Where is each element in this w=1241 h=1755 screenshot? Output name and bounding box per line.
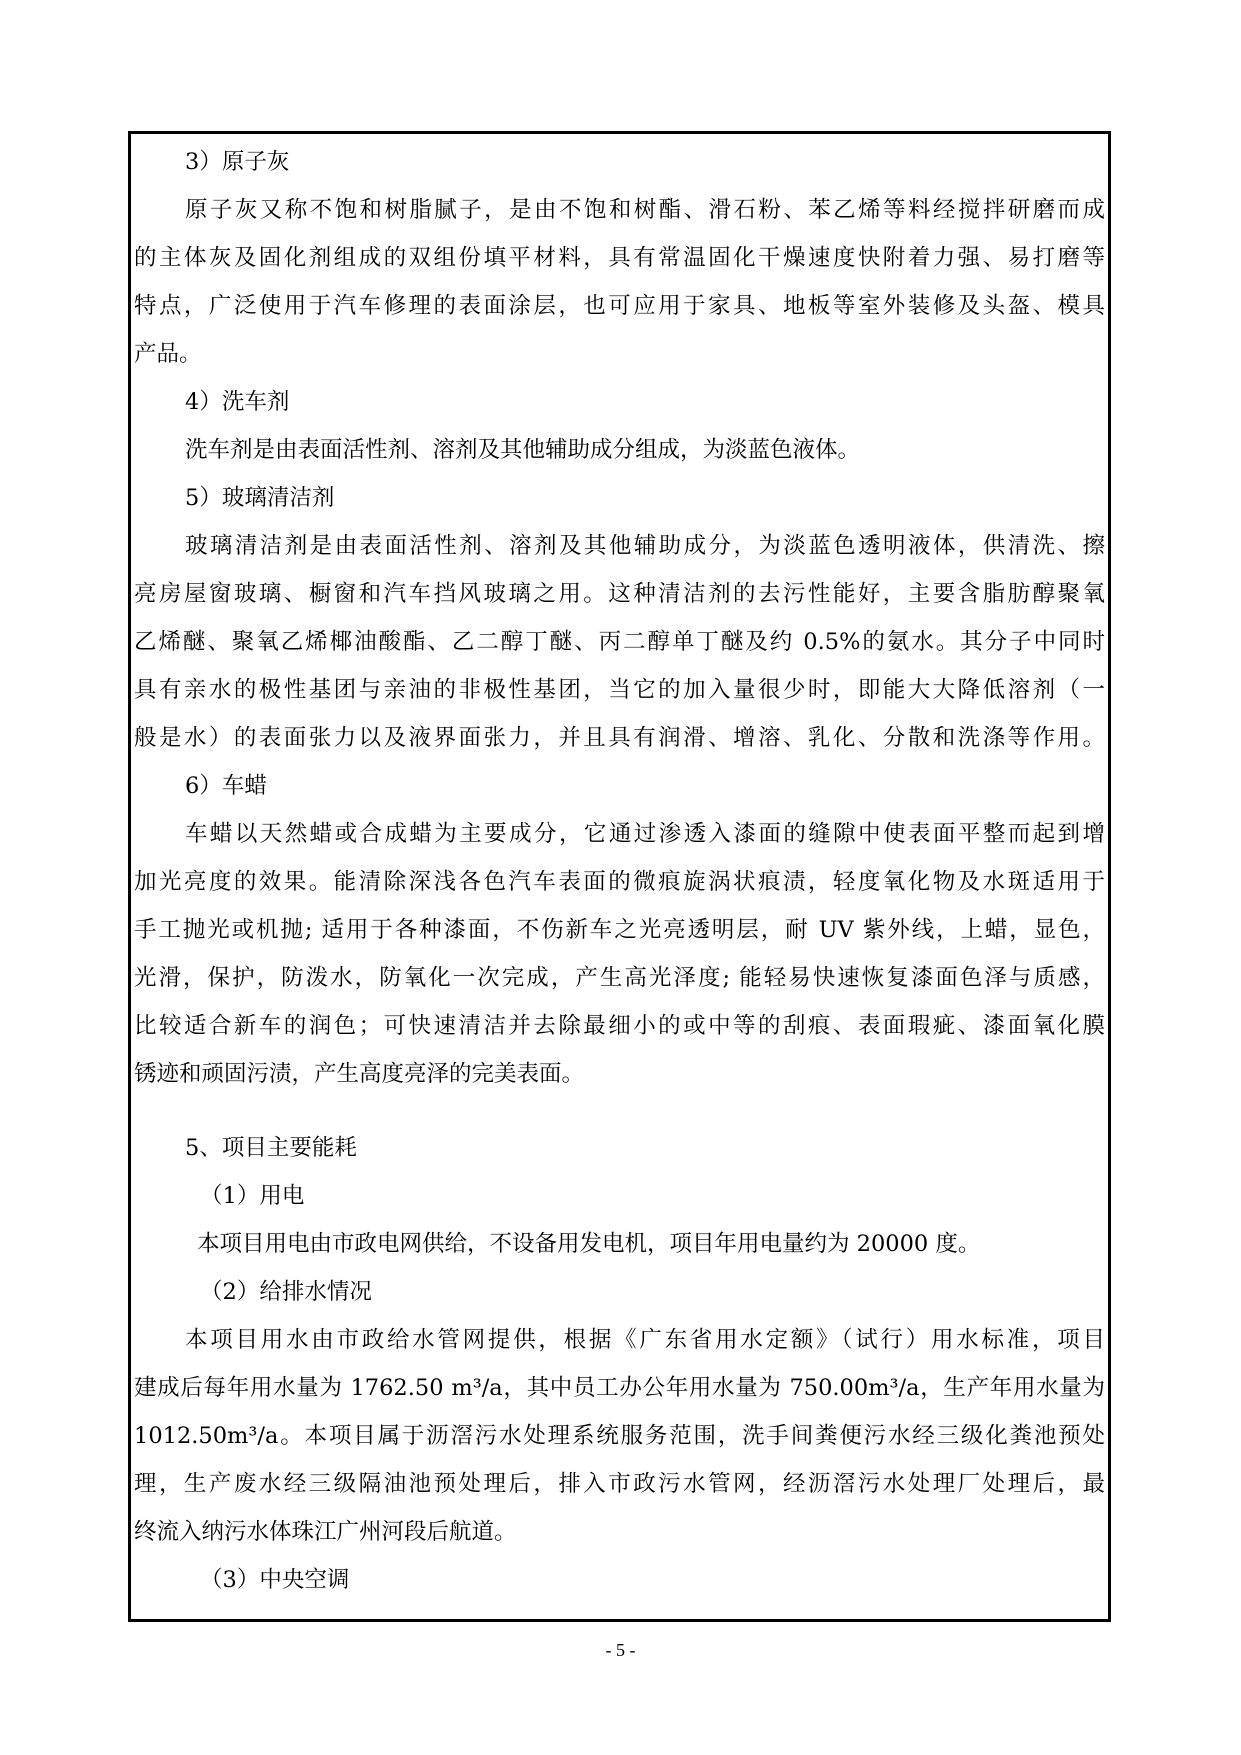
paragraph-line: 原子灰又称不饱和树脂腻子，是由不饱和树酯、滑石粉、苯乙烯等料经搅拌研磨而成 <box>185 197 1105 223</box>
paragraph-line: 1012.50m³/a。本项目属于沥滘污水处理系统服务范围，洗手间粪便污水经三级化粪池预处 <box>134 1423 1105 1449</box>
paragraph-line: 亮房屋窗玻璃、橱窗和汽车挡风玻璃之用。这种清洁剂的去污性能好，主要含脂肪醇聚氧 <box>134 581 1105 607</box>
paragraph-line: 锈迹和顽固污渍，产生高度亮泽的完美表面。 <box>134 1061 585 1087</box>
paragraph-line: 终流入纳污水体珠江广州河段后航道。 <box>134 1519 517 1545</box>
heading-electricity: （1）用电 <box>200 1183 305 1209</box>
paragraph-line: 加光亮度的效果。能清除深浅各色汽车表面的微痕旋涡状痕渍，轻度氧化物及水斑适用于 <box>134 869 1105 895</box>
heading-glass-cleaner: 5）玻璃清洁剂 <box>185 485 335 511</box>
paragraph-line: 洗车剂是由表面活性剂、溶剂及其他辅助成分组成，为淡蓝色液体。 <box>185 437 861 463</box>
paragraph-line: 手工抛光或机抛; 适用于各种漆面，不伤新车之光亮透明层，耐 UV 紫外线，上蜡，显色， <box>134 917 1105 943</box>
heading-putty: 3）原子灰 <box>185 149 290 175</box>
section-heading-energy: 5、项目主要能耗 <box>185 1135 357 1161</box>
paragraph-line: 的主体灰及固化剂组成的双组份填平材料，具有常温固化干燥速度快附着力强、易打磨等 <box>134 245 1105 271</box>
section-gap <box>134 1098 1105 1124</box>
heading-car-wax: 6）车蜡 <box>185 773 267 799</box>
paragraph-line: 产品。 <box>134 341 202 367</box>
heading-car-wash: 4）洗车剂 <box>185 389 290 415</box>
heading-water: （2）给排水情况 <box>200 1279 372 1305</box>
paragraph-line: 光滑，保护，防泼水，防氧化一次完成，产生高光泽度; 能轻易快速恢复漆面色泽与质感， <box>134 965 1105 991</box>
page-number: - 5 - <box>605 1640 636 1660</box>
paragraph-line: 建成后每年用水量为 1762.50 m³/a，其中员工办公年用水量为 750.00m³/a，生产年用水量为 <box>134 1375 1105 1401</box>
paragraph-line: 具有亲水的极性基团与亲油的非极性基团，当它的加入量很少时，即能大大降低溶剂（一 <box>134 677 1105 703</box>
paragraph-line: 车蜡以天然蜡或合成蜡为主要成分，它通过渗透入漆面的缝隙中使表面平整而起到增 <box>185 821 1105 847</box>
paragraph-line: 玻璃清洁剂是由表面活性剂、溶剂及其他辅助成分，为淡蓝色透明液体，供清洗、擦 <box>185 533 1105 559</box>
paragraph-line: 本项目用水由市政给水管网提供，根据《广东省用水定额》（试行）用水标准，项目 <box>185 1327 1105 1353</box>
heading-air-conditioning: （3）中央空调 <box>200 1567 350 1593</box>
paragraph-line: 比较适合新车的润色；可快速清洁并去除最细小的或中等的刮痕、表面瑕疵、漆面氧化膜 <box>134 1013 1105 1039</box>
paragraph-line: 本项目用电由市政电网供给，不设备用发电机，项目年用电量约为 20000 度。 <box>197 1231 981 1257</box>
paragraph-line: 理，生产废水经三级隔油池预处理后，排入市政污水管网，经沥滘污水处理厂处理后，最 <box>134 1471 1105 1497</box>
paragraph-line: 特点，广泛使用于汽车修理的表面涂层，也可应用于家具、地板等室外装修及头盔、模具 <box>134 293 1105 319</box>
paragraph-line: 乙烯醚、聚氧乙烯椰油酸酯、乙二醇丁醚、丙二醇单丁醚及约 0.5%的氨水。其分子中同时 <box>134 629 1105 655</box>
paragraph-line: 般是水）的表面张力以及液界面张力，并且具有润滑、增溶、乳化、分散和洗涤等作用。 <box>134 725 1105 751</box>
document-body <box>131 134 1108 1619</box>
document-frame <box>128 131 1111 1622</box>
